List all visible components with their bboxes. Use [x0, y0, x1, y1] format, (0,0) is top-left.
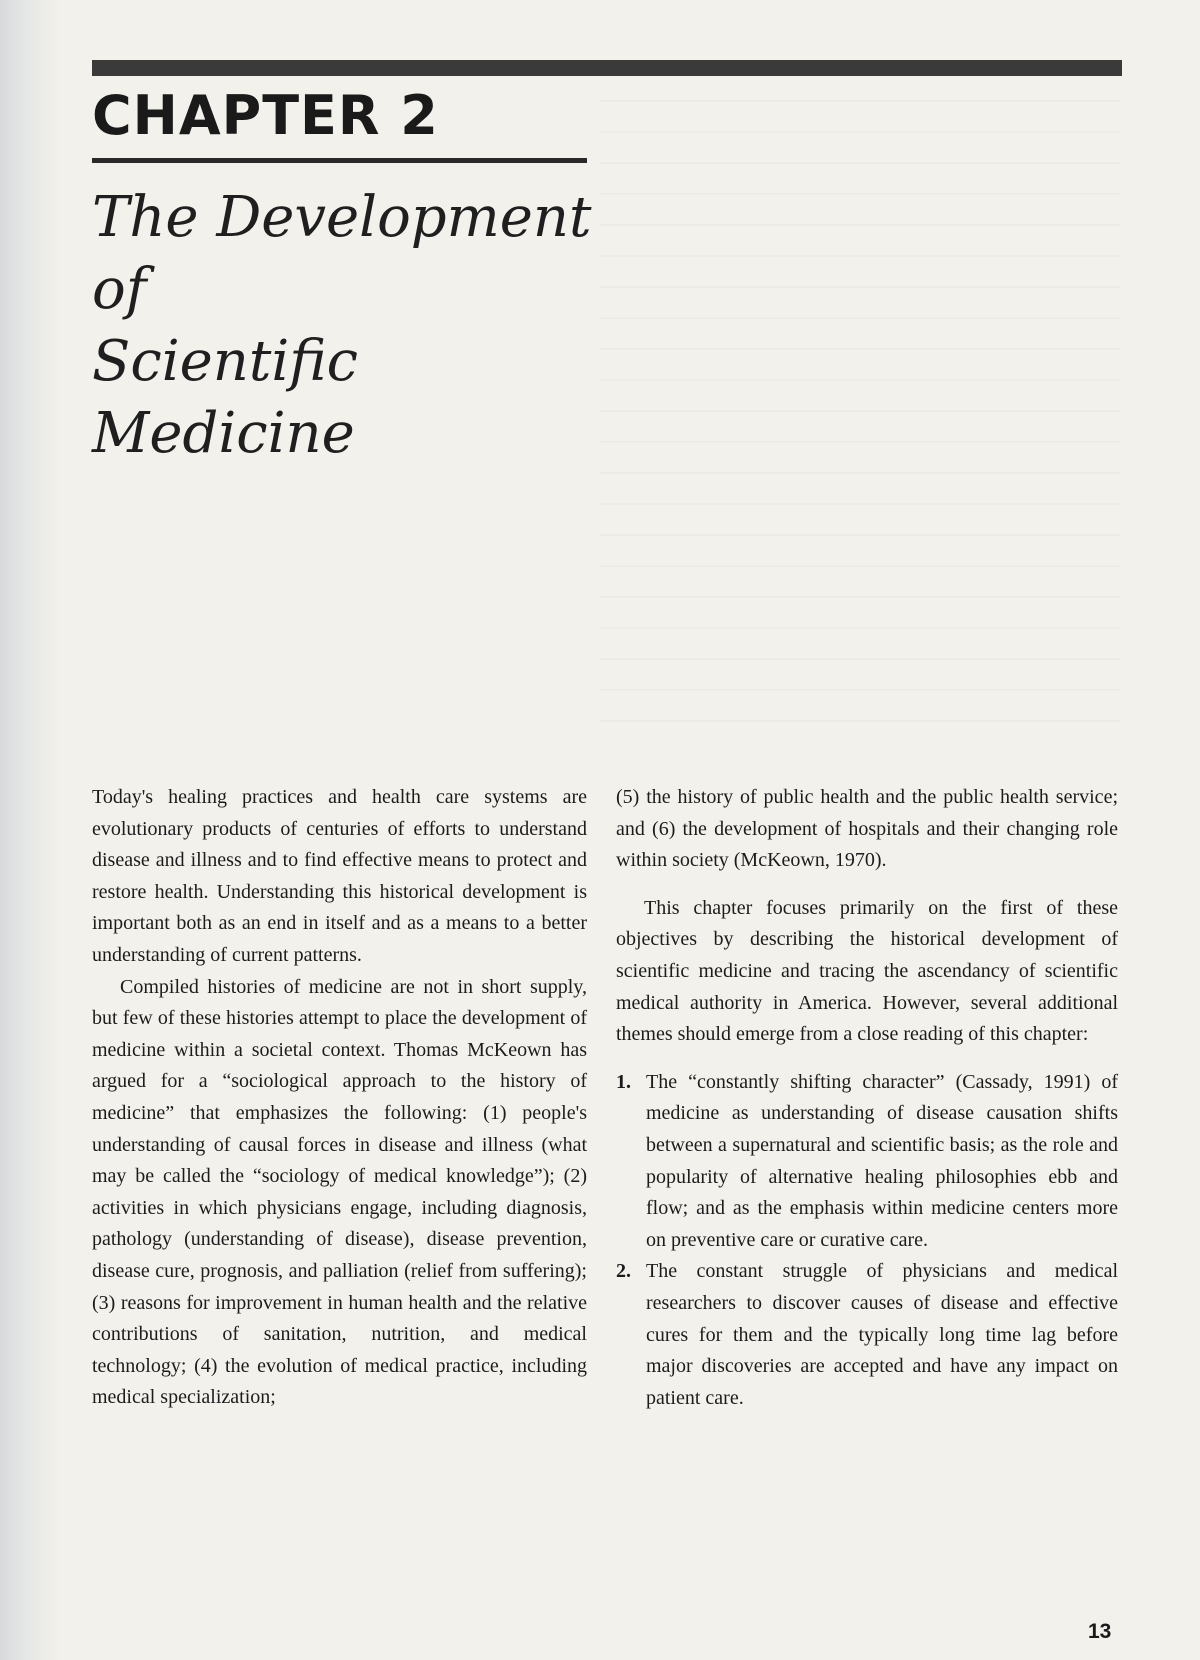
chapter-title-line-1: The Development of	[92, 185, 592, 322]
left-column	[92, 782, 587, 1414]
list-item-text: The “constantly shifting character” (Cassady, 1991) of medicine as understanding of disease causation shifts between a supernatural and scientific basis; as the role and popularity of alternative healing philosophies ebb and flow; and as the emphasis within medicine centers more on preventive care or curative care.	[646, 1070, 1118, 1251]
intro-paragraph: Today's healing practices and health care systems are evolutionary products of centuries of efforts to understand disease and illness and to find effective means to protect and restore health. Understanding this historical development is important both as an end in itself and as a means to a better understanding of current patterns.	[92, 786, 587, 966]
list-item-text: The constant struggle of physicians and medical researchers to discover causes of disease and effective cures for them and the typically long time lag before major discoveries are accepted and have any impact on patient care.	[646, 1260, 1118, 1409]
page-edge-shadow	[0, 0, 60, 1660]
list-item	[616, 1067, 1118, 1257]
show-through-texture	[600, 100, 1120, 740]
themes-list	[616, 1067, 1118, 1415]
continuation-paragraph: (5) the history of public health and the public health service; and (6) the development of hospitals and their changing role within society (McKeown, 1970).	[616, 786, 1118, 872]
chapter-focus-paragraph: This chapter focuses primarily on the first of these objectives by describing the historical development of scientific medicine and tracing the ascendancy of scientific medical authority in America. However, several additional themes should emerge from a close reading of this chapter:	[616, 896, 1118, 1046]
chapter-title	[92, 182, 612, 470]
right-column	[616, 782, 1118, 1414]
chapter-label: CHAPTER 2	[92, 84, 439, 147]
mckeown-paragraph: Compiled histories of medicine are not in short supply, but few of these histories attempt to place the development of medicine within a societal context. Thomas McKeown has argued for a “sociological approach to the history of medicine” that emphasizes the following: (1) people's understanding of causal forces in disease and illness (what may be called the “sociology of medical knowledge”); (2) activities in which physicians engage, including diagnosis, pathology (understanding of disease), disease prevention, disease cure, prognosis, and palliation (relief from suffering); (3) reasons for improvement in human health and the relative contributions of sanitation, nutrition, and medical technology; (4) the evolution of medical practice, including medical specialization;	[92, 975, 587, 1409]
header-rule	[92, 60, 1122, 76]
list-item	[616, 1256, 1118, 1414]
page-number: 13	[1088, 1620, 1112, 1643]
list-item-number: 2.	[616, 1260, 631, 1283]
title-rule	[92, 158, 587, 163]
chapter-title-line-2: Scientific Medicine	[92, 329, 358, 466]
list-item-number: 1.	[616, 1070, 631, 1093]
